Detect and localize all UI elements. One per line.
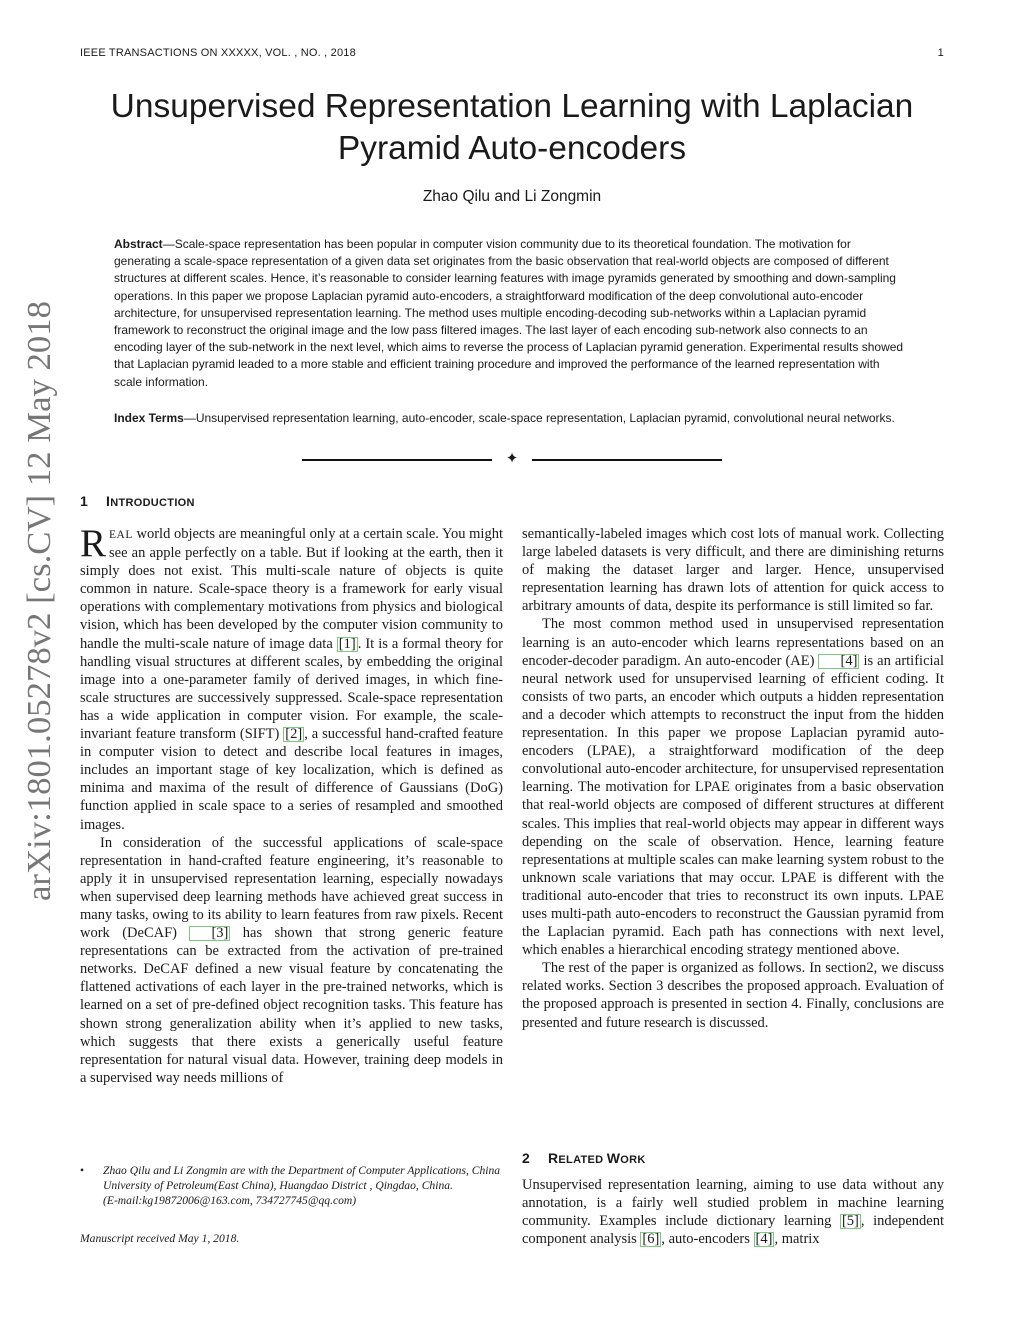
paragraph-text: Unsupervised representation learning, aiming to use data without any annotation, is a fairly well studied problem in machine learning community. Examples include dictionary learning <box>522 1177 944 1230</box>
citation-link[interactable]: [4] <box>755 1231 773 1248</box>
intro-paragraph-4 <box>522 615 944 959</box>
index-terms-text: —Unsupervised representation learning, auto-encoder, scale-space representation, Laplacian pyramid, convolutional neural networks. <box>183 411 895 425</box>
index-terms-label: Index Terms <box>114 411 184 425</box>
author-list: Zhao Qilu and Li Zongmin <box>422 188 602 205</box>
paragraph-text: is an artificial neural network used for unsupervised learning of efficient coding. It consists of two parts, an encoder which outputs a hidden representation and a decoder which attempts to reconstruct the input from the hidden representation. In this paper we propose Laplacian pyramid auto-encoders (LPAE), a straightforward modification of the deep convolutional auto-encoder architecture, for unsupervised representation learning. The motivation for LPAE originates from a basic observation that real-world objects are composed of different structures at different scales. This implies that real-world objects may appear in different ways depending on the scale of observation. Hence, learning feature representations at multiple scales can make learning system robust to the unknown scale variations that may occur. LPAE is different with the traditional auto-encoder that tries to reconstruct its own inputs. LPAE uses multi-path auto-encoders to reconstruct the Gaussian pyramid from the Laplacian pyramid. Each path has connections with next level, which enables a hierarchical encoding strategy mentioned above. <box>522 652 944 959</box>
section-title-initial: W <box>606 1150 621 1166</box>
citation-link[interactable]: [2] <box>285 726 303 743</box>
section-heading-related-work <box>522 1150 646 1166</box>
related-work-body <box>522 1176 944 1248</box>
right-column <box>522 525 944 1032</box>
citation-link[interactable]: [4] <box>818 654 859 669</box>
paragraph-text: , a successful hand-crafted feature in computer vision to detect and describe local features in images, includes an important stage of key localization, which is defined as minima and maxima of the result of difference of Gaussians (DoG) function applied in scale space to a series of resampled and smoothed images. <box>80 726 504 833</box>
footnote-text: Zhao Qilu and Li Zongmin are with the Department of Computer Applications, China University of Petroleum(East China), Huangdao District , Qingdao, China. <box>103 1164 501 1193</box>
intro-paragraph-2 <box>80 834 503 1087</box>
small-caps-lead: EAL <box>109 529 133 541</box>
divider-diamond-icon: ✦ <box>505 451 519 467</box>
citation-link[interactable]: [3] <box>189 926 230 941</box>
index-terms <box>114 410 910 427</box>
section-title-initial: I <box>106 493 111 509</box>
paragraph-text: , auto-encoders <box>661 1231 754 1248</box>
author-footnote <box>80 1163 503 1209</box>
paragraph-text: The most common method used in unsupervised representation learning is an auto-encoder which learns representations based on an encoder-decoder paradigm. An auto-encoder (AE) <box>522 616 944 669</box>
section-title-rest: ORK <box>620 1154 646 1166</box>
related-work-paragraph-1 <box>522 1176 944 1248</box>
journal-name: IEEE TRANSACTIONS ON XXXXX, VOL. , NO. , 2018 <box>80 47 356 59</box>
paragraph-text: , matrix <box>774 1231 820 1248</box>
left-column <box>80 522 504 1087</box>
abstract <box>114 236 910 391</box>
section-number: 1 <box>80 493 89 509</box>
paper-title <box>80 86 944 170</box>
drop-cap: R <box>80 522 107 565</box>
intro-paragraph-1 <box>80 522 504 834</box>
abstract-label: Abstract <box>114 237 163 251</box>
paragraph-text: In consideration of the successful applications of scale-space representation in hand-crafted feature engineering, it’s reasonable to apply it in unsupervised representation learning, especially nowadays when supervised deep learning methods have achieved great success in many tasks, owing to its ability to learn features from raw pixels. Recent work (DeCAF) <box>80 834 503 942</box>
divider-line-right <box>532 459 722 461</box>
paragraph-text: , independent component analysis <box>522 1213 944 1248</box>
section-title-initial: R <box>548 1150 559 1166</box>
citation-link[interactable]: [1] <box>338 635 356 652</box>
arxiv-stamp-text: arXiv:1801.05278v2 [cs.CV] 12 May 2018 <box>21 322 58 901</box>
page-number: 1 <box>937 47 944 59</box>
footnote-bullet: • <box>80 1164 85 1177</box>
section-title-rest: NTRODUCTION <box>110 497 195 509</box>
paragraph-text: . It is a formal theory for handling visual structures at different scales, by embedding the original image into a one-parameter family of derived images, in which fine-scale structures are successively suppressed. Scale-space representation has a wide application in computer vision. For example, the scale-invariant feature transform (SIFT) <box>80 635 503 743</box>
arxiv-stamp[interactable] <box>12 295 66 907</box>
running-header <box>80 47 944 59</box>
divider-line-left <box>302 459 492 461</box>
paragraph-text: has shown that strong generic feature representations can be extracted from the activation of pre-trained networks. DeCAF defined a new visual feature by concatenating the flattened activations of each layer in the pre-trained networks, which is learned on a set of pre-defined object recognition tasks. This feature has shown strong generalization ability when it’s applied to new tasks, which suggests that there exists a generically useful feature representation for natural visual data. However, training deep models in a supervised way needs millions of <box>80 925 504 1086</box>
intro-paragraph-3: semantically-labeled images which cost lots of manual work. Collecting large labeled datasets is very difficult, and there are diminishing returns of making the dataset larger and larger. Hence, unsupervised representation learning has drawn lots of attention for quick access to arbitrary amounts of data, despite its performance is still limited so far. <box>522 526 944 615</box>
citation-link[interactable]: [5] <box>841 1213 859 1230</box>
section-number: 2 <box>522 1150 531 1166</box>
title-line-1: Unsupervised Representation Learning with Laplacian <box>110 88 914 125</box>
citation-link[interactable]: [6] <box>642 1231 660 1248</box>
section-title-rest: ELATED <box>558 1154 607 1166</box>
section-heading-introduction <box>80 493 195 509</box>
footnote-email: (E-mail:kg19872006@163.com, 734727745@qq.com) <box>103 1194 357 1208</box>
abstract-text: —Scale-space representation has been popular in computer vision community due to its theoretical foundation. The motivation for generating a scale-space representation of a given data set originates from the basic observation that real-world objects are composed of different structures at different scales. Hence, it’s reasonable to consider learning features with image pyramids generated by smoothing and down-sampling operations. In this paper we propose Laplacian pyramid auto-encoders, a straightforward modification of the deep convolutional auto-encoder architecture, for unsupervised representation learning. The method uses multiple encoding-decoding sub-networks within a Laplacian pyramid framework to reconstruct the original image and the low pass filtered images. The last layer of each encoding sub-network also connects to an encoding layer of the sub-network in the next level, which aims to reverse the process of Laplacian pyramid generation. Experimental results showed that Laplacian pyramid leaded to a more stable and efficient training procedure and improved the performance of the learned representation with scale information. <box>114 237 904 389</box>
title-line-2: Pyramid Auto-encoders <box>337 130 687 167</box>
intro-paragraph-5: The rest of the paper is organized as follows. In section2, we discuss related works. Section 3 describes the proposed approach. Evaluation of the proposed approach is presented in section 4. Finally, conclusions are presented and future research is discussed. <box>522 960 944 1031</box>
paragraph-text: world objects are meaningful only at a certain scale. You might see an apple perfectly on a table. But if looking at the earth, then it simply does not exist. This multi-scale nature of objects is quite common in nature. Scale-space theory is a framework for early visual operations with complementary motivations from physics and biological vision, which has been developed by the computer vision community to handle the multi-scale nature of image data <box>80 526 503 652</box>
manuscript-note: Manuscript received May 1, 2018. <box>80 1232 240 1245</box>
section-divider <box>300 451 724 467</box>
